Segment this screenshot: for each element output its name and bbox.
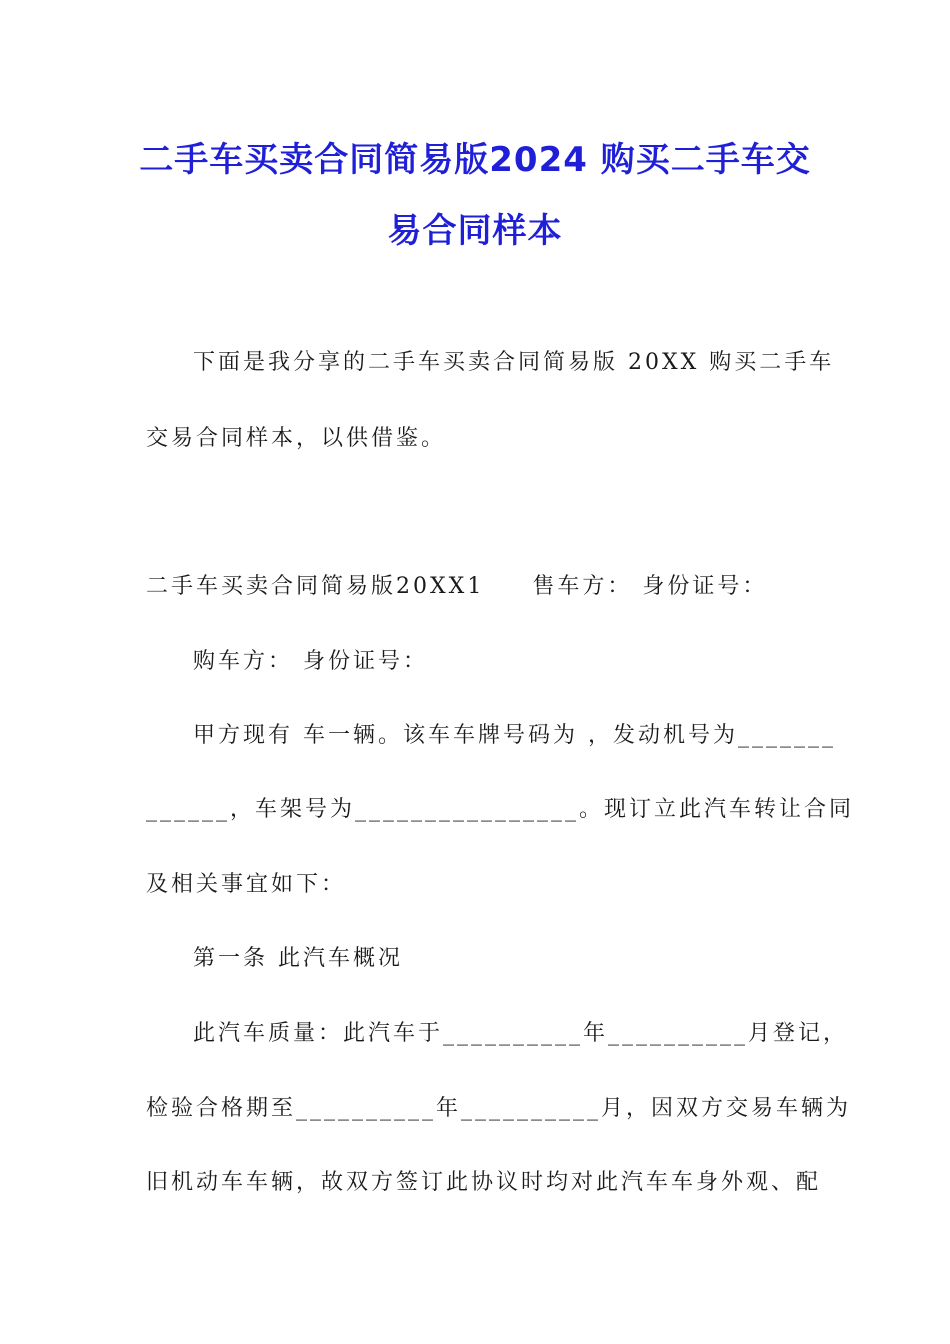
paragraph-2-line-2: 检验合格期至__________年__________月，因双方交易车辆为 — [146, 1096, 852, 1121]
paragraph-1-line-2: ______，车架号为________________。现订立此汽车转让合同 — [146, 797, 855, 822]
paragraph-2-line-3: 旧机动车车辆，故双方签订此协议时均对此汽车车身外观、配 — [146, 1170, 822, 1195]
paragraph-2-line-1: 此汽车质量：此汽车于__________年__________月登记， — [193, 1021, 849, 1046]
contract-heading-row — [146, 569, 767, 600]
paragraph-1-line-3: 及相关事宜如下： — [146, 872, 347, 897]
intro-line-1: 下面是我分享的二手车买卖合同简易版 20XX 购买二手车 — [193, 350, 835, 375]
contract-heading: 二手车买卖合同简易版20XX1 — [146, 574, 485, 599]
article-1-heading: 第一条 此汽车概况 — [193, 946, 403, 971]
document-title-line-2: 易合同样本 — [387, 211, 563, 251]
seller-line: 售车方： 身份证号： — [532, 574, 768, 599]
buyer-line: 购车方： 身份证号： — [193, 649, 428, 674]
intro-line-2: 交易合同样本，以供借鉴。 — [146, 426, 447, 451]
paragraph-1-line-1: 甲方现有 车一辆。该车车牌号码为 ，发动机号为_______ — [193, 723, 836, 748]
document-title-line-1: 二手车买卖合同简易版2024 购买二手车交 — [139, 140, 811, 180]
